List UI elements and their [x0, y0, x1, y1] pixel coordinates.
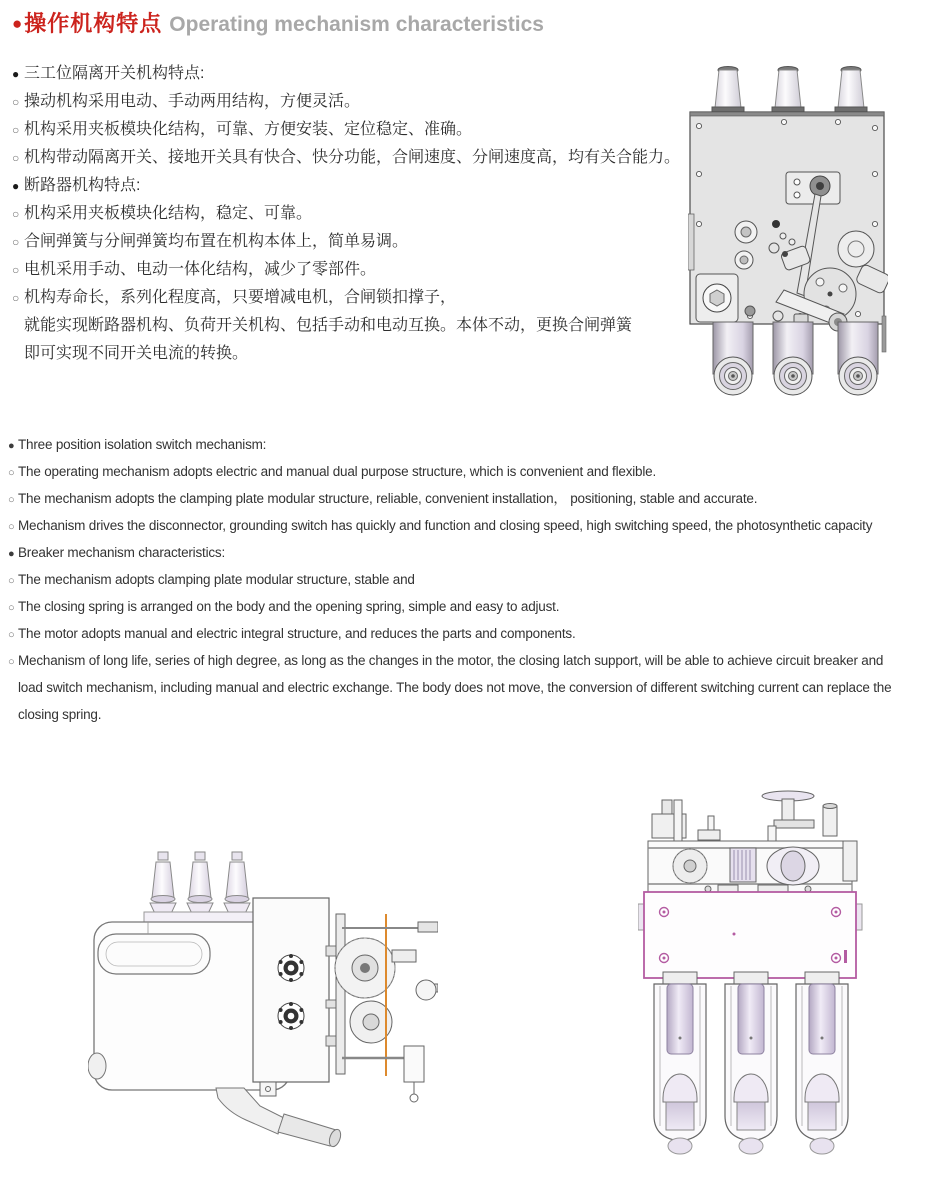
list-item-text: The operating mechanism adopts electric and manual dual purpose structure, which is convenient and flexible. [18, 464, 657, 479]
solid-bullet-icon: ● [8, 440, 15, 452]
hollow-bullet-icon: ○ [8, 494, 15, 506]
pole-cylinders [713, 322, 878, 395]
list-item [8, 647, 948, 674]
list-item-continuation [12, 340, 657, 368]
list-item-text: The motor adopts manual and electric integral structure, and reduces the parts and components. [18, 626, 576, 641]
list-item [12, 144, 681, 172]
list-item [12, 60, 657, 88]
solid-bullet-icon: ● [12, 179, 20, 193]
bushing-insulators [712, 67, 867, 113]
list-item [8, 431, 948, 458]
solid-bullet-icon: ● [8, 548, 15, 560]
breaker-pole-assembly-front-view-drawing [638, 786, 878, 1166]
list-item-text: 机构采用夹板模块化结构，稳定、可靠。 [24, 205, 313, 222]
shaft-flange [278, 1002, 304, 1030]
hollow-bullet-icon: ○ [12, 123, 20, 137]
list-item [8, 512, 948, 539]
crank-handle [216, 1088, 343, 1148]
list-item-text: The closing spring is arranged on the body and the opening spring, simple and easy to adjust. [18, 599, 560, 614]
pole-columns [654, 972, 848, 1154]
list-item-text: 机构带动隔离开关、接地开关具有快合、快分功能，合闸速度、分闸速度高，均有关合能力。 [24, 149, 681, 166]
list-item-text: The mechanism adopts clamping plate modular structure, stable and [18, 572, 415, 587]
list-item [12, 200, 657, 228]
list-item-continuation [8, 701, 948, 728]
list-item-text: Mechanism drives the disconnector, grounding switch has quickly and function and closing speed, high switching speed, the photosynthetic capacity [18, 518, 873, 533]
list-item-text: The mechanism adopts the clamping plate modular structure, reliable, convenient installation， positioning, stable and accurate. [18, 491, 758, 506]
gear-mechanism [326, 914, 438, 1102]
hollow-bullet-icon: ○ [8, 521, 15, 533]
hollow-bullet-icon: ○ [12, 291, 20, 305]
mounting-plate [638, 892, 862, 978]
list-item-text: closing spring. [18, 707, 102, 722]
front-panel [253, 898, 329, 1096]
list-item-text: 操动机构采用电动、手动两用结构，方便灵活。 [24, 93, 361, 110]
page-title [12, 7, 544, 38]
hollow-bullet-icon: ○ [8, 467, 15, 479]
list-item [8, 593, 948, 620]
operating-mechanism-side-view-drawing [88, 850, 438, 1150]
list-item [12, 88, 657, 116]
red-bullet-icon: ● [12, 14, 23, 33]
list-item-text: 机构寿命长，系列化程度高，只要增减电机，合闸锁扣撑子， [24, 289, 457, 306]
three-position-mechanism-front-view-drawing [688, 64, 888, 399]
list-item-text: Mechanism of long life, series of high degree, as long as the changes in the motor, the closing latch support, will be able to achieve circuit breaker and [18, 653, 884, 668]
list-item [12, 256, 657, 284]
list-item [12, 172, 657, 200]
list-item [8, 458, 948, 485]
hollow-bullet-icon: ○ [12, 263, 20, 277]
list-item-continuation [8, 674, 948, 701]
list-item-text: 就能实现断路器机构、负荷开关机构、包括手动和电动互换。本体不动，更换合闸弹簧 [24, 317, 633, 334]
list-item [8, 485, 948, 512]
hollow-bullet-icon: ○ [12, 235, 20, 249]
list-item [8, 539, 948, 566]
hollow-bullet-icon: ○ [8, 629, 15, 641]
list-item-text: Breaker mechanism characteristics: [18, 545, 226, 560]
list-item [12, 228, 657, 256]
page-title-chinese: 操作机构特点 [24, 11, 163, 36]
bushing-insulators [144, 852, 258, 922]
list-item-text: 三工位隔离开关机构特点: [24, 65, 205, 82]
page-title-english: Operating mechanism characteristics [169, 13, 544, 36]
list-item [8, 620, 948, 647]
list-item-text: 断路器机构特点: [24, 177, 141, 194]
list-item-text: 即可实现不同开关电流的转换。 [24, 345, 249, 362]
hollow-bullet-icon: ○ [8, 656, 15, 668]
solid-bullet-icon: ● [12, 67, 20, 81]
english-feature-list [8, 431, 948, 728]
list-item-text: 电机采用手动、电动一体化结构，减少了零部件。 [24, 261, 377, 278]
shaft-flange [278, 954, 304, 982]
list-item-text: 合闸弹簧与分闸弹簧均布置在机构本体上，简单易调。 [24, 233, 409, 250]
list-item-text: load switch mechanism, including manual and electric exchange. The body does not move, the conversion of different switching current can replace the [18, 680, 892, 695]
list-item-continuation [12, 312, 657, 340]
hollow-bullet-icon: ○ [12, 151, 20, 165]
list-item-text: 机构采用夹板模块化结构，可靠、方便安装、定位稳定、准确。 [24, 121, 473, 138]
chinese-feature-list [12, 60, 681, 368]
hollow-bullet-icon: ○ [12, 207, 20, 221]
list-item [12, 284, 657, 312]
hollow-bullet-icon: ○ [8, 602, 15, 614]
top-mechanism [648, 791, 857, 893]
hollow-bullet-icon: ○ [8, 575, 15, 587]
hollow-bullet-icon: ○ [12, 95, 20, 109]
list-item-text: Three position isolation switch mechanism: [18, 437, 267, 452]
list-item [12, 116, 657, 144]
list-item [8, 566, 948, 593]
